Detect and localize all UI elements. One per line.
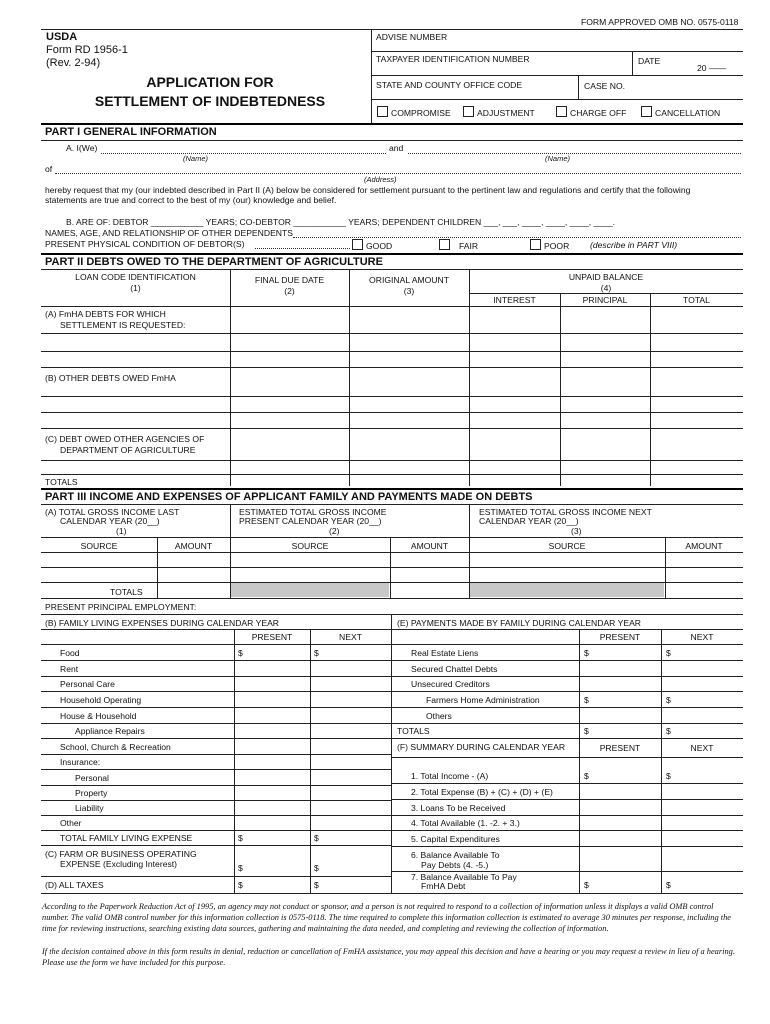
f-col-present: PRESENT (599, 743, 641, 753)
date-label: DATE (638, 56, 661, 66)
row-a-label-1: (A) FmHA DEBTS FOR WHICH (45, 309, 166, 319)
dollar-sign: $ (238, 880, 243, 890)
dollar-sign: $ (666, 771, 671, 781)
e-col-next: NEXT (690, 632, 714, 642)
dollar-sign: $ (666, 648, 671, 658)
expense-c-2: EXPENSE (Excluding Interest) (60, 859, 178, 869)
expense-item: Food (60, 648, 80, 658)
part3-title: PART III INCOME AND EXPENSES OF APPLICANT FAMILY AND PAYMENTS MADE ON DEBTS (45, 491, 533, 503)
form-revision: (Rev. 2-94) (46, 57, 101, 69)
col-source-1: SOURCE (80, 541, 118, 551)
expenses-b-title: (B) FAMILY LIVING EXPENSES DURING CALENDAR YEAR (45, 618, 280, 628)
row-a-label-2: SETTLEMENT IS REQUESTED: (60, 320, 186, 330)
summary-item-6b: Pay Debts (4. -5.) (421, 860, 489, 870)
col-source-2: SOURCE (291, 541, 329, 551)
dollar-sign: $ (238, 833, 243, 843)
ages-line: B. ARE OF: DEBTOR ___________ YEARS; CO-DEBTOR ___________ YEARS; DEPENDENT CHILDREN ___, ___, ____, ____, ____, ____. (66, 217, 616, 227)
dollar-sign: $ (666, 726, 671, 736)
checkbox-adjustment[interactable]: ADJUSTMENT (463, 106, 535, 118)
row-c-label-2: DEPARTMENT OF AGRICULTURE (60, 445, 196, 455)
taxpayer-id-label: TAXPAYER IDENTIFICATION NUMBER (376, 54, 530, 64)
col-source-3: SOURCE (548, 541, 586, 551)
expense-item: Personal (75, 773, 109, 783)
case-no-label: CASE NO. (584, 81, 626, 91)
of-label: of (45, 164, 53, 174)
expense-d: (D) ALL TAXES (45, 880, 104, 890)
row-c-label-1: (C) DEBT OWED OTHER AGENCIES OF (45, 434, 205, 444)
payment-item: TOTALS (397, 726, 430, 736)
income-n-1: ESTIMATED TOTAL GROSS INCOME NEXT (479, 507, 652, 517)
dollar-sign: $ (314, 863, 319, 873)
col-original-amount: ORIGINAL AMOUNT (369, 275, 449, 285)
col-amount-1: AMOUNT (174, 541, 213, 551)
col-final-due-date: FINAL DUE DATE (254, 275, 325, 285)
income-e-2: PRESENT CALENDAR YEAR (20__) (239, 516, 382, 526)
income-a-2: CALENDAR YEAR (20__) (60, 516, 160, 526)
form-title-1: APPLICATION FOR (146, 74, 274, 90)
payment-item: Secured Chattel Debts (411, 664, 498, 674)
checkbox-good[interactable]: GOOD (352, 239, 392, 251)
employment-label: PRESENT PRINCIPAL EMPLOYMENT: (45, 602, 197, 612)
checkbox-fair[interactable]: FAIR (439, 239, 478, 251)
col-amount-3: AMOUNT (685, 541, 723, 551)
dependents-label: NAMES, AGE, AND RELATIONSHIP OF OTHER DEPENDENTS (45, 228, 293, 238)
payment-item: Farmers Home Administration (426, 695, 540, 705)
f-col-next: NEXT (690, 743, 714, 753)
dollar-sign: $ (238, 648, 243, 658)
part2-totals: TOTALS (45, 477, 78, 487)
col-amount-2: AMOUNT (410, 541, 449, 551)
appeal-notice: If the decision contained above in this form results in denial, reduction or cancellation of FmHA assistance, you may appeal this decision and have a hearing or you may request a review in lieu of a hearing. Please use the form we have included for this purpose. (42, 947, 735, 967)
expense-item: Household Operating (60, 695, 142, 705)
payment-item: Real Estate Liens (411, 648, 479, 658)
b-col-next: NEXT (339, 632, 362, 642)
dollar-sign: $ (584, 771, 589, 781)
b-col-present: PRESENT (251, 632, 293, 642)
income-e-1: ESTIMATED TOTAL GROSS INCOME (239, 507, 387, 517)
summary-item: 1. Total Income - (A) (411, 771, 489, 781)
name2-field[interactable] (408, 153, 741, 154)
col-principal: PRINCIPAL (582, 295, 628, 305)
name1-field[interactable] (101, 153, 386, 154)
expense-item: Liability (75, 803, 104, 813)
dollar-sign: $ (314, 833, 319, 843)
expense-item: Rent (60, 664, 79, 674)
expense-item: Insurance: (60, 757, 101, 767)
condition-label: PRESENT PHYSICAL CONDITION OF DEBTOR(S) (45, 239, 245, 249)
paperwork-notice: According to the Paperwork Reduction Act of 1995, an agency may not conduct or sponsor, and a person is not required to respond to a collection of information unless it displays a valid OMB control number. The valid OMB control number for this information collection is 0575-0118. The time required to complete this information collection is estimated to average 30 minutes per response, including the time for reviewing instructions, searching existing data sources, gathering and maintaining the data needed, and completing and reviewing the collection of information. (42, 902, 731, 933)
request-text-2: statements are true and correct to the best of my (our) knowledge and belief. (45, 195, 337, 205)
name1-caption: (Name) (183, 154, 209, 163)
expense-item: Appliance Repairs (75, 726, 145, 736)
summary-item: 2. Total Expense (B) + (C) + (D) + (E) (411, 787, 553, 797)
form-title-2: SETTLEMENT OF INDEBTEDNESS (94, 93, 326, 109)
summary-f-title: (F) SUMMARY DURING CALENDAR YEAR (397, 742, 566, 752)
income-n-2: CALENDAR YEAR (20__) (479, 516, 579, 526)
address-caption: (Address) (364, 175, 397, 184)
e-col-present: PRESENT (599, 632, 641, 642)
checkbox-compromise[interactable]: COMPROMISE (377, 106, 451, 118)
expense-item: Personal Care (60, 679, 115, 689)
state-county-label: STATE AND COUNTY OFFICE CODE (376, 80, 523, 90)
payments-e-title: (E) PAYMENTS MADE BY FAMILY DURING CALENDAR YEAR (397, 618, 642, 628)
checkbox-charge-off[interactable]: CHARGE OFF (556, 106, 626, 118)
we-label: A. I(We) (66, 143, 98, 153)
dollar-sign: $ (584, 648, 589, 658)
expense-item: TOTAL FAMILY LIVING EXPENSE (60, 833, 193, 843)
summary-item: 4. Total Available (1. -2. + 3.) (411, 818, 520, 828)
income-totals: TOTALS (110, 587, 143, 597)
part2-title: PART II DEBTS OWED TO THE DEPARTMENT OF AGRICULTURE (45, 256, 383, 268)
expense-item: Other (60, 818, 82, 828)
omb-number: FORM APPROVED OMB NO. 0575-0118 (581, 17, 739, 27)
col-total: TOTAL (683, 295, 710, 305)
request-text-1: hereby request that my (our indebted described in Part II (A) below be considered for settlement pursuant to the pertinent law and regulations and certify that the following (45, 185, 691, 195)
payment-item: Others (426, 711, 452, 721)
dollar-sign: $ (584, 726, 589, 736)
expense-item: House & Household (60, 711, 137, 721)
col-unpaid-balance: UNPAID BALANCE (568, 272, 644, 282)
agency-label: USDA (46, 31, 78, 43)
advise-number-label: ADVISE NUMBER (376, 32, 448, 42)
dollar-sign: $ (584, 695, 589, 705)
part1-title: PART I GENERAL INFORMATION (45, 126, 217, 138)
row-b-label: (B) OTHER DEBTS OWED FmHA (45, 373, 176, 383)
describe-note: (describe in PART VIII) (590, 240, 678, 250)
dollar-sign: $ (238, 863, 243, 873)
form-number: Form RD 1956-1 (46, 44, 128, 56)
dependents-field[interactable] (293, 237, 741, 238)
address-field[interactable] (55, 173, 741, 174)
name2-caption: (Name) (545, 154, 571, 163)
col-loan-code: LOAN CODE IDENTIFICATION (75, 272, 196, 282)
expense-c-1: (C) FARM OR BUSINESS OPERATING (45, 849, 197, 859)
dollar-sign: $ (666, 880, 671, 890)
dollar-sign: $ (314, 648, 319, 658)
summary-item-6a: 6. Balance Available To (411, 850, 500, 860)
summary-item: 5. Capital Expenditures (411, 834, 500, 844)
date-year: 20 —— (697, 63, 727, 73)
dollar-sign: $ (314, 880, 319, 890)
expense-item: School, Church & Recreation (60, 742, 171, 752)
and-label: and (389, 143, 404, 153)
dollar-sign: $ (666, 695, 671, 705)
summary-item-7a: 7. Balance Available To Pay (411, 872, 517, 882)
expense-item: Property (75, 788, 108, 798)
col-interest: INTEREST (493, 295, 536, 305)
checkbox-cancellation[interactable]: CANCELLATION (641, 106, 720, 118)
dollar-sign: $ (584, 880, 589, 890)
income-a-1: (A) TOTAL GROSS INCOME LAST (45, 507, 180, 517)
summary-item-7b: FmHA Debt (421, 881, 466, 891)
checkbox-poor[interactable]: POOR (530, 239, 569, 251)
summary-item: 3. Loans To be Received (411, 803, 506, 813)
payment-item: Unsecured Creditors (411, 679, 490, 689)
